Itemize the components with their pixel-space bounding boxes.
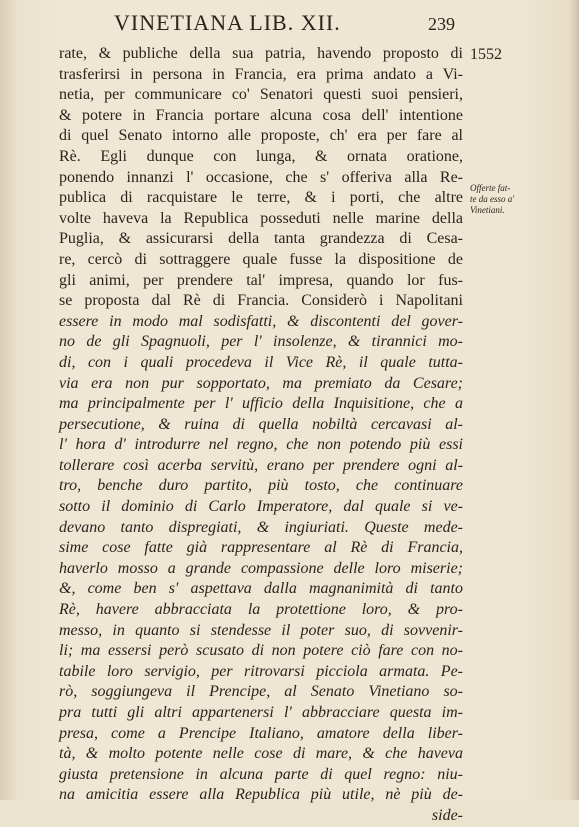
text-line: se proposta dal Rè di Francia. Considerò i Napolitani <box>59 292 463 310</box>
margin-note-line: Offerte fat- <box>470 183 511 193</box>
text-line: li; ma essersi però scusato di non potere ciò fare con no- <box>59 642 463 660</box>
text-line: devano tanto dispregiati, & ingiuriati. Queste mede- <box>59 518 463 536</box>
text-line: tro, benche duro partito, più tosto, che continuare <box>59 477 463 495</box>
text-line: Rè. Egli dunque con lunga, & ornata oratione, <box>59 147 463 165</box>
text-line: Puglia, & assicurarsi della tanta grandezza di Cesa- <box>59 230 463 248</box>
text-line: di quel Senato intorno alle proposte, ch' era per fare al <box>59 127 463 145</box>
page-edge-shadow <box>569 0 579 800</box>
catchword: side- <box>431 806 463 824</box>
body-text <box>59 44 463 827</box>
text-line: l' hora d' introdurre nel regno, che non potendo più essi <box>59 436 463 454</box>
text-line: essere in modo mal sodisfatti, & discontenti del gover- <box>59 312 463 330</box>
text-line: messo, in quanto si stendesse il poter suo, di sovvenir- <box>59 621 463 639</box>
text-line: gli animi, per prendere tal' impresa, quando lor fus- <box>59 271 463 289</box>
text-line: tà, & molto potente nelle cose di mare, & che haveva <box>59 745 463 763</box>
running-title: VINETIANA LIB. XII. <box>114 10 341 35</box>
text-line: ma principalmente per l' ufficio della Inquisitione, che a <box>59 395 463 413</box>
text-line: rate, & publiche della sua patria, havendo proposto di <box>59 45 463 62</box>
text-line: netia, per communicare co' Senatori questi suoi pensieri, <box>59 86 463 104</box>
text-line: haverlo mosso a grande compassione delle loro miserie; <box>59 559 463 577</box>
text-line: ponendo innanzi l' occasione, che s' offeriva alla Re- <box>59 168 463 186</box>
text-line: tollerare così acerba servitù, erano per prendere ogni al- <box>59 456 463 474</box>
margin-year: 1552 <box>470 46 502 63</box>
text-line: di, con i quali procedeva il Vice Rè, il quale tutta- <box>59 353 463 371</box>
text-line: trasferirsi in persona in Francia, era prima andato a Vi- <box>59 65 463 83</box>
text-line: via era non pur sopportato, ma premiato da Cesare; <box>59 374 463 392</box>
text-line: re, cercò di sottraggere quale fusse la dispositione de <box>59 250 463 268</box>
margin-note-line: te da esso a' <box>470 194 515 204</box>
text-line: presa, come a Prencipe Italiano, amatore della liber- <box>59 724 463 742</box>
text-line: publica di racquistare le terre, & i porti, che altre <box>59 189 463 207</box>
text-line: giusta pretensione in alcuna parte di quel regno: niu- <box>59 765 463 783</box>
text-line: volte haveva la Republica posseduti nelle marine della <box>59 209 463 227</box>
text-line: tabile loro servigio, per ritrovarsi picciola armata. Pe- <box>59 662 463 680</box>
text-line: & potere in Francia portare alcuna cosa dell' intentione <box>59 106 463 124</box>
margin-note <box>470 183 530 216</box>
text-line: &, come ben s' aspettava dalla magnanimità di tanto <box>59 580 463 598</box>
page-header <box>70 8 470 38</box>
text-line: sotto il dominio di Carlo Imperatore, dal quale si ve- <box>59 498 463 516</box>
text-line: no de gli Spagnuoli, per l' insolenze, & tirannici mo- <box>59 333 463 351</box>
text-line: Rè, havere abbracciata la protettione loro, & pro- <box>59 601 463 619</box>
margin-note-line: Vinetiani. <box>470 205 505 215</box>
text-line: na amicitia essere alla Republica più utile, nè più de- <box>59 786 463 804</box>
text-line: sime cose fatte già rappresentare al Rè di Francia, <box>59 539 463 557</box>
text-line: pra tutti gli altri appartenersi l' abbracciare questa im- <box>59 704 463 721</box>
page-number: 239 <box>428 14 455 34</box>
text-line: rò, soggiungeva il Prencipe, al Senato Vinetiano so- <box>59 683 463 701</box>
text-line: persecutione, & ruina di quella nobiltà cercavasi al- <box>59 415 463 433</box>
